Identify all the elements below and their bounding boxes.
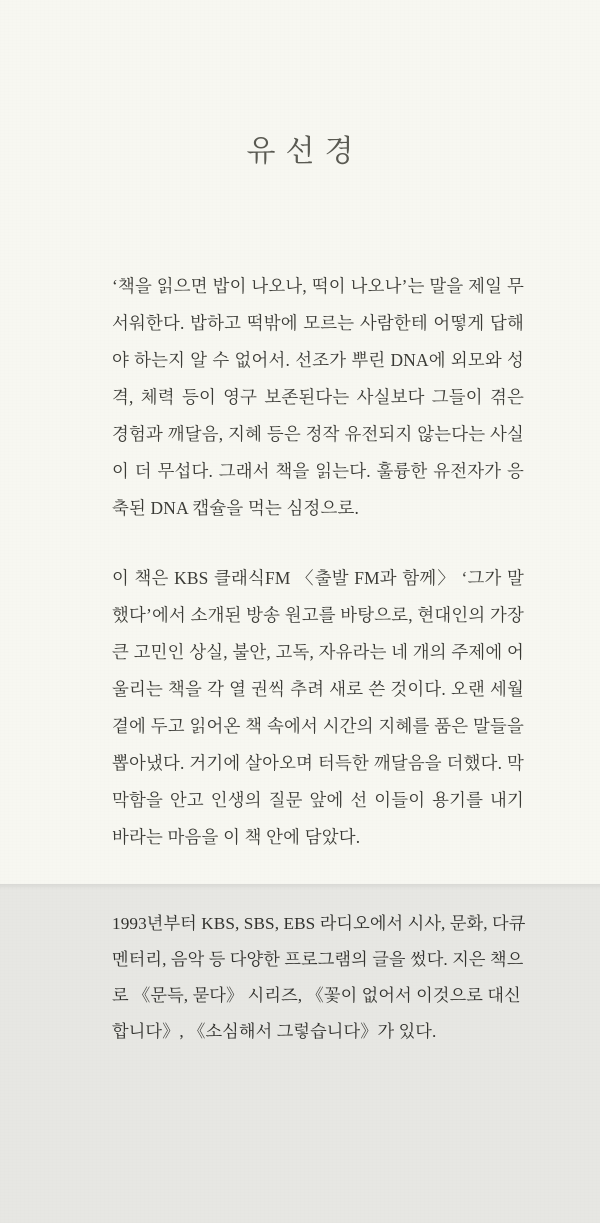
panel-divider <box>0 884 600 890</box>
author-name: 유선경 <box>246 135 364 168</box>
body-paragraph-2: 이 책은 KBS 클래식FM 〈출발 FM과 함께〉 ‘그가 말했다’에서 소개된 방송 원고를 바탕으로, 현대인의 가장 큰 고민인 상실, 불안, 고독, 자유라는 네 개의 주제에 어울리는 책을 각 열 권씩 추려 새로 쓴 것이다. 오랜 세월 곁에 두고 읽어온 책 속에서 시간의 지혜를 품은 말들을 뽑아냈다. 거기에 살아오며 터득한 깨달음을 더했다. 막막함을 안고 인생의 질문 앞에 선 이들이 용기를 내기 바라는 마음을 이 책 안에 담았다. <box>112 568 524 847</box>
body-paragraph-1: ‘책을 읽으면 밥이 나오나, 떡이 나오나’는 말을 제일 무서워한다. 밥하고 떡밖에 모르는 사람한테 어떻게 답해야 하는지 알 수 없어서. 선조가 뿌린 DNA에 외모와 성격, 체력 등이 영구 보존된다는 사실보다 그들이 겪은 경험과 깨달음, 지혜 등은 정작 유전되지 않는다는 사실이 더 무섭다. 그래서 책을 읽는다. 훌륭한 유전자가 응축된 DNA 캡슐을 먹는 심정으로. <box>112 276 524 518</box>
author-biography: 1993년부터 KBS, SBS, EBS 라디오에서 시사, 문화, 다큐멘터리, 음악 등 다양한 프로그램의 글을 썼다. 지은 책으로 《문득, 묻다》 시리즈, 《꽃이 없어서 이것으로 대신합니다》, 《소심해서 그렇습니다》가 있다. <box>112 914 526 1041</box>
